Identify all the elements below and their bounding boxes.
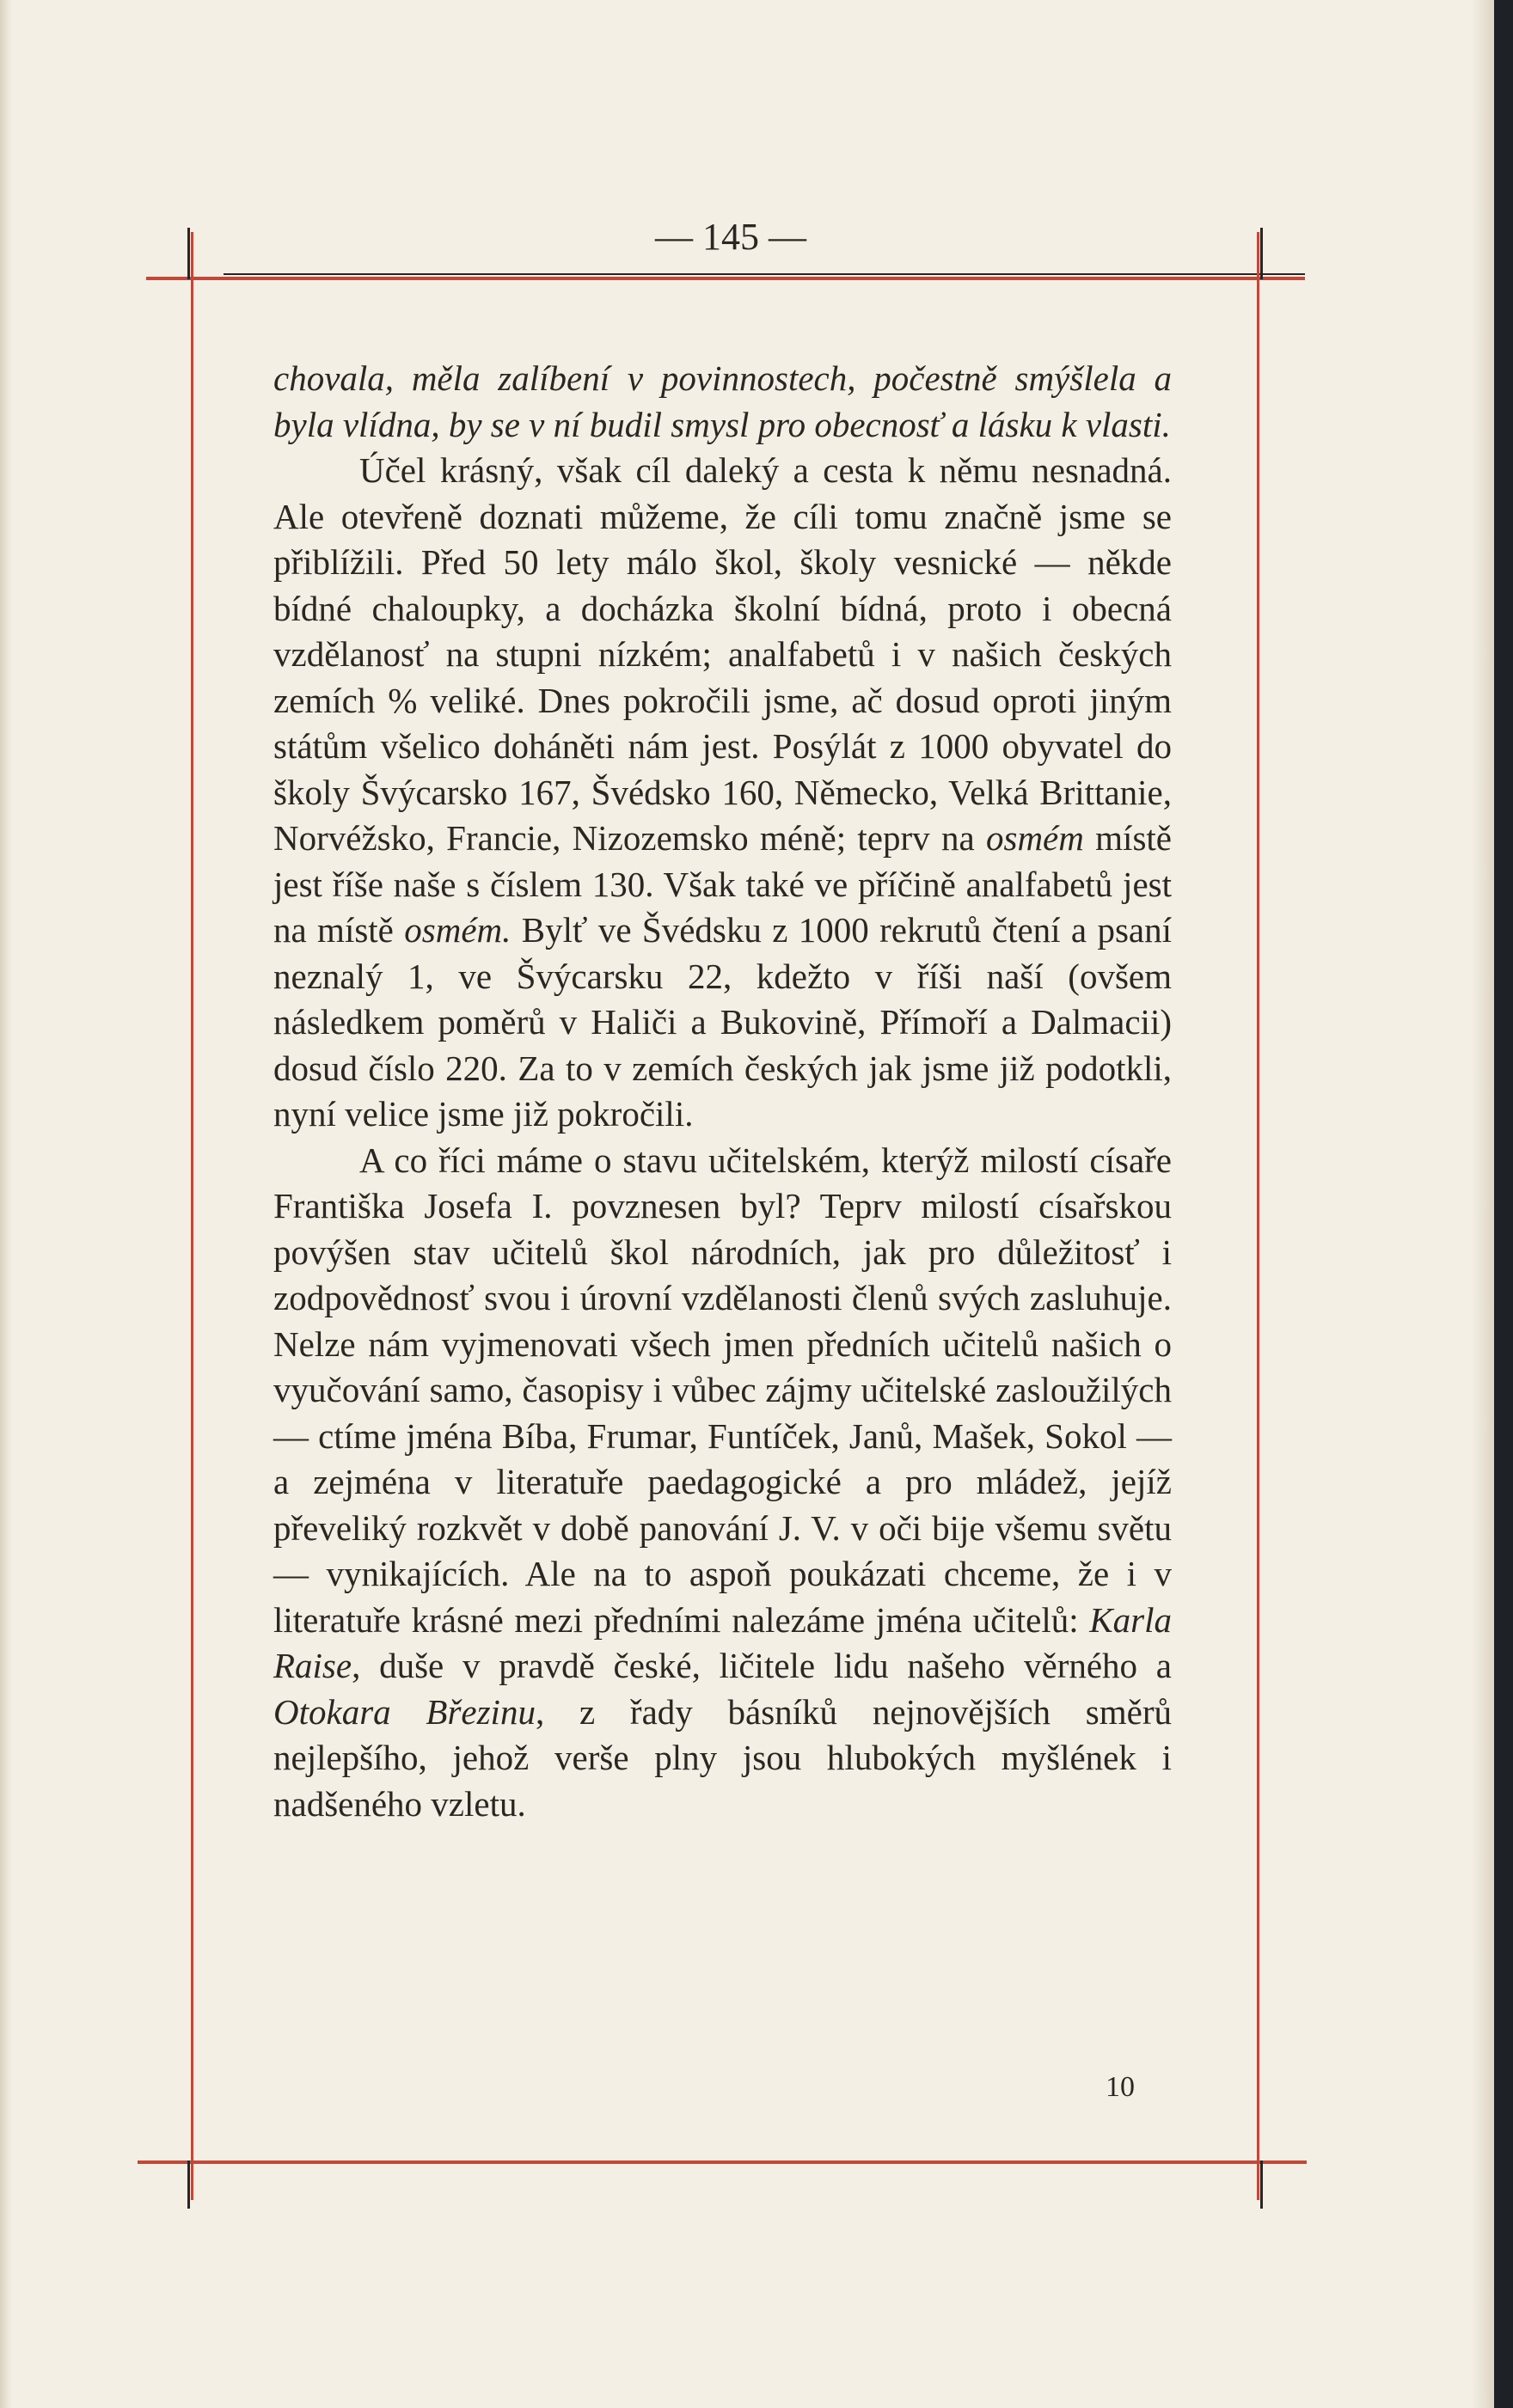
paragraph-2-part-a: A co říci máme o stavu učitelském, kterýž milostí císaře Františka Josefa I. povznesen byl? Teprv milostí císařskou povýšen stav učitelů škol národních, jak pro důležitosť i zodpovědnosť svou i úrovní vzdělanosti členů svých zasluhuje. Nelze nám vyjmenovati všech jmen předních učitelů našich o vyučování samo, časopisy i vůbec zájmy učitelské zasloužilých — ctíme jména Bíba, Frumar, Funtíček, Janů, Mašek, Sokol — a zejména v literatuře paedagogické a pro mládež, jejíž převeliký rozkvět v době panování J. V. v oči bije všemu světu — vynikajících. Ale na to aspoň poukázati chceme, že i v literatuře krásné mezi předními nalezáme jména učitelů: xyxy=(273,1140,1172,1640)
paragraph-1-emphasis-1: osmém xyxy=(985,818,1084,858)
signature-mark: 10 xyxy=(1106,2071,1135,2103)
bottom-left-tick xyxy=(187,2160,190,2209)
top-right-tick xyxy=(1260,228,1263,279)
paragraph-2-part-b: , duše v pravdě české, ličitele lidu našeho věrného a xyxy=(352,1646,1172,1685)
paragraph-2-emphasis-2: Otokara Březinu xyxy=(273,1691,536,1732)
body-text xyxy=(273,356,1172,1827)
right-rule xyxy=(1257,232,1259,2200)
paragraph-1 xyxy=(273,448,1172,1138)
top-rule xyxy=(146,277,1305,280)
bottom-rule xyxy=(138,2160,1307,2164)
paragraph-1-emphasis-2: osmém. xyxy=(404,910,511,950)
paragraph-1-part-b: místě jest říše naše s číslem 130. Však také ve příčině analfabetů jest na místě xyxy=(273,818,1172,950)
page-number: — 145 — xyxy=(655,216,806,258)
paragraph-1-part-a: Účel krásný, však cíl daleký a cesta k němu nesnadná. Ale otevřeně doznati můžeme, že cíli tomu značně jsme se přiblížili. Před 50 lety málo škol, školy vesnické — někde bídné chaloupky, a docházka školní bídná, proto i obecná vzdělanosť na stupni nízkém; analfabetů i v našich českých zemích % veliké. Dnes pokročili jsme, ač dosud oproti jiným státům všelico doháněti nám jest. Posýlát z 1000 obyvatel do školy Švýcarsko 167, Švédsko 160, Německo, Velká Brittanie, Norvéžsko, Francie, Nizozemsko méně; teprv na xyxy=(273,450,1172,858)
binding-edge xyxy=(0,0,12,2408)
intro-paragraph: chovala, měla zalíbení v povinnostech, počestně smýšlela a byla vlídna, by se v ní budil smysl pro obecnosť a lásku k vlasti. xyxy=(273,358,1172,444)
paragraph-2-part-c: , z řady básníků nejnovějších směrů nejlepšího, jehož verše plny jsou hlubokých myšlének i nadšeného vzletu. xyxy=(273,1691,1172,1824)
top-rule-overline xyxy=(224,273,1305,275)
paragraph-2-emphasis-1: Karla Raise xyxy=(273,1599,1172,1685)
paragraph-1-part-c: Bylť ve Švédsku z 1000 rekrutů čtení a psaní neznalý 1, ve Švýcarsku 22, kdežto v říši naší (ovšem následkem poměrů v Haliči a Bukovině, Přímoří a Dalmacii) dosud číslo 220. Za to v zemích českých jak jsme již podotkli, nyní velice jsme již pokročili. xyxy=(273,910,1173,1134)
paragraph-2 xyxy=(273,1138,1172,1828)
bottom-right-tick xyxy=(1260,2160,1263,2209)
page-edge-shadow xyxy=(1472,0,1494,2408)
top-left-tick xyxy=(187,228,190,279)
left-rule xyxy=(191,232,193,2200)
